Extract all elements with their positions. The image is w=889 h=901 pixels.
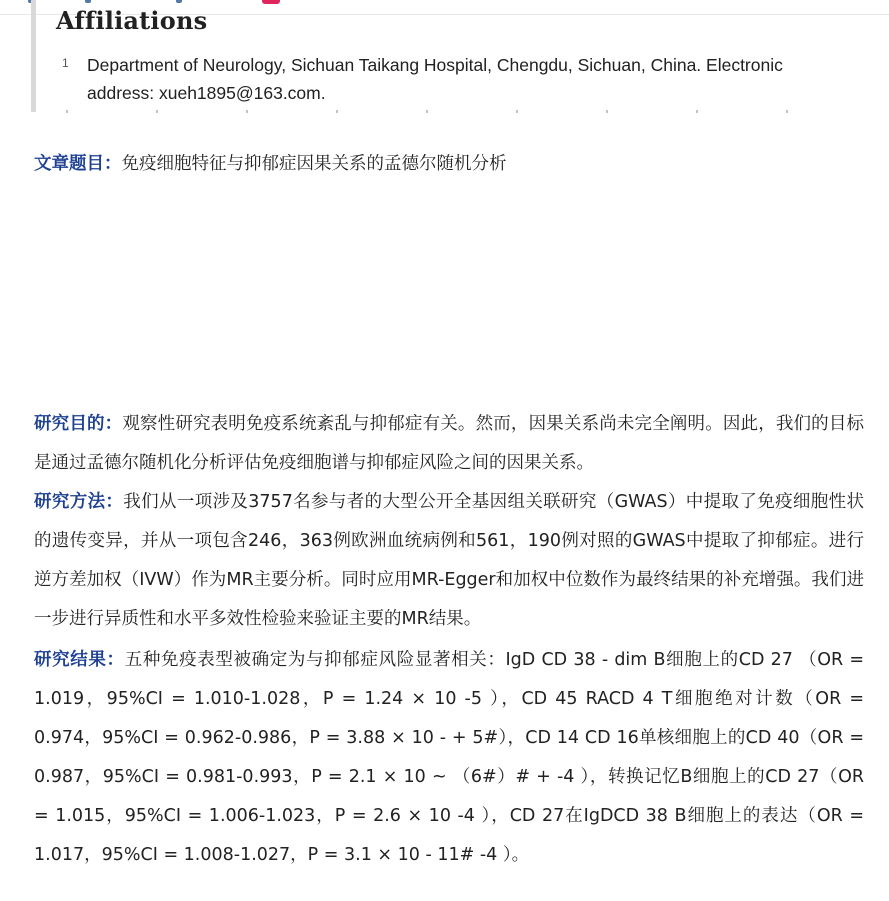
affiliations-section xyxy=(31,0,889,112)
method-paragraph xyxy=(34,483,864,639)
method-label: 研究方法： xyxy=(34,492,124,512)
article-title: 免疫细胞特征与抑郁症因果关系的孟德尔随机分析 xyxy=(121,154,507,174)
result-label: 研究结果： xyxy=(34,650,125,670)
affiliation-text: Department of Neurology, Sichuan Taikang Hospital, Chengdu, Sichuan, China. Electronic address: xueh1895@163.com. xyxy=(87,55,783,103)
title-label: 文章题目： xyxy=(34,154,122,174)
method-text: 我们从一项涉及3757名参与者的大型公开全基因组关联研究（GWAS）中提取了免疫细胞性状的遗传变异，并从一项包含246，363例欧洲血统病例和561，190例对照的GWAS中提取了抑郁症。进行逆方差加权（IVW）作为MR主要分析。同时应用MR-Egger和加权中位数作为最终结果的补充增强。我们进一步进行异质性和水平多效性检验来验证主要的MR结果。 xyxy=(34,492,865,629)
purpose-paragraph xyxy=(34,405,864,483)
affiliation-number: 1 xyxy=(62,56,69,70)
purpose-text: 观察性研究表明免疫系统紊乱与抑郁症有关。然而，因果关系尚未完全阐明。因此，我们的目标是通过孟德尔随机化分析评估免疫细胞谱与抑郁症风险之间的因果关系。 xyxy=(34,414,865,473)
article-title-line xyxy=(34,150,864,178)
clipped-text-edge xyxy=(66,110,846,113)
result-paragraph xyxy=(34,641,864,875)
result-text: 五种免疫表型被确定为与抑郁症风险显著相关：IgD CD 38 - dim B细胞上的CD 27 （OR = 1.019，95%CI = 1.010-1.028，P = 1.24 × 10 -5 ），CD 45 RACD 4 T细胞绝对计数（OR = 0.974，95%CI = 0.962-0.986，P = 3.88 × 10 - + 5#），CD 14 CD 16单核细胞上的CD 40（OR = 0.987，95%CI = 0.981-0.993，P = 2.1 × 10 ~ （6#）# + -4 ），转换记忆B细胞上的CD 27（OR = 1.015，95%CI = 1.006-1.023，P = 2.6 × 10 -4 ），CD 27在IgDCD 38 B细胞上的表达（OR = 1.017，95%CI = 1.008-1.027，P = 3.1 × 10 - 11# -4 ）。 xyxy=(34,650,865,865)
affiliations-heading: Affiliations xyxy=(56,6,208,35)
purpose-label: 研究目的： xyxy=(34,414,123,434)
